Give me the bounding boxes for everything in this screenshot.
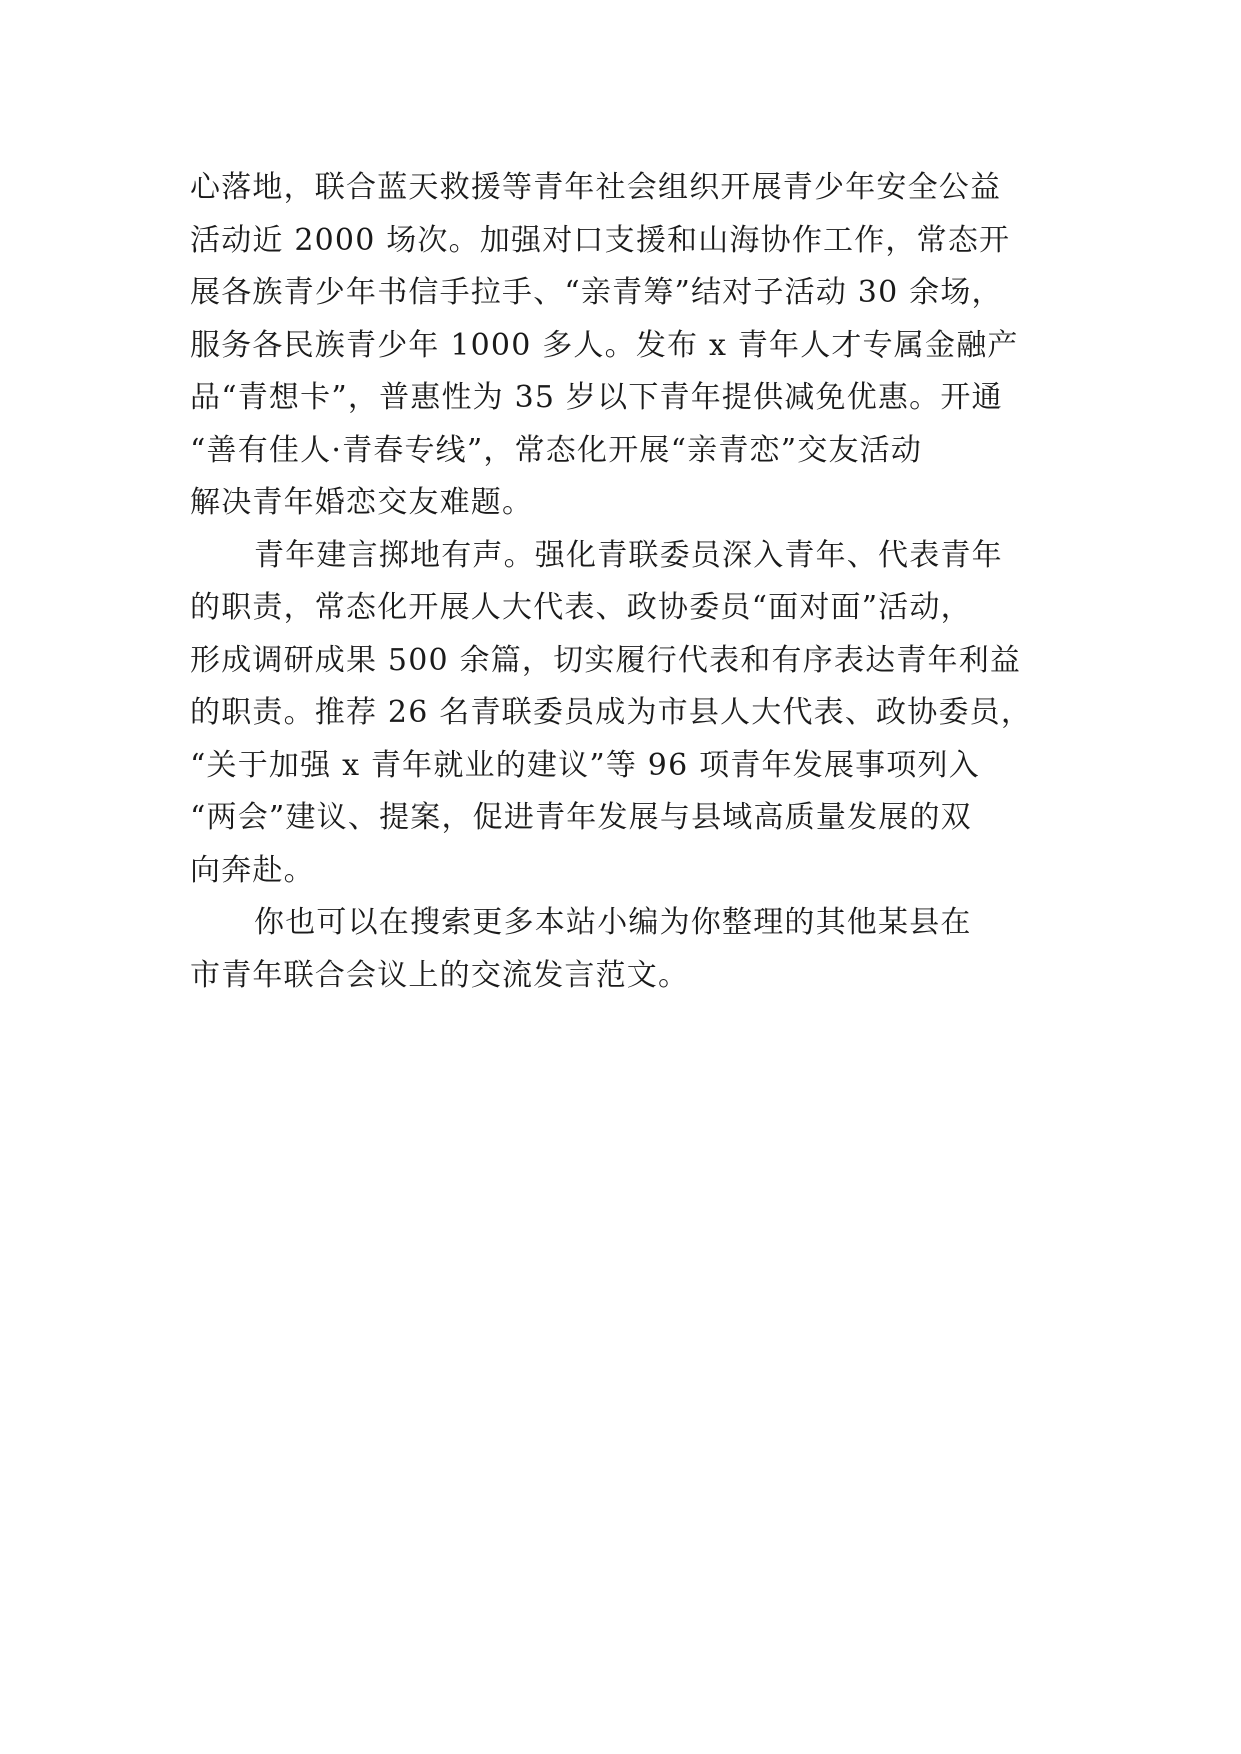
text-line: 服务各民族青少年 1000 多人。发布 x 青年人才专属金融产 xyxy=(190,327,1019,363)
text-line: 品“青想卡”，普惠性为 35 岁以下青年提供减免优惠。开通 xyxy=(190,380,1003,415)
text-line: “关于加强 x 青年就业的建议”等 96 项青年发展事项列入 xyxy=(190,747,980,783)
text-line: 市青年联合会议上的交流发言范文。 xyxy=(190,957,690,993)
text-line: 展各族青少年书信手拉手、“亲青筹”结对子活动 30 余场， xyxy=(190,275,1003,310)
text-line: 形成调研成果 500 余篇，切实履行代表和有序表达青年利益 xyxy=(190,642,1022,678)
text-line: 解决青年婚恋交友难题。 xyxy=(190,485,534,520)
paragraph-2 xyxy=(190,530,1090,898)
text-line: 的职责，常态化开展人大代表、政协委员“面对面”活动， xyxy=(190,590,972,625)
document-body xyxy=(190,162,1090,1002)
paragraph-1 xyxy=(190,162,1090,530)
text-line: 活动近 2000 场次。加强对口支援和山海协作工作，常态开 xyxy=(190,222,1011,258)
paragraph-3 xyxy=(190,897,1090,1002)
text-line: 的职责。推荐 26 名青联委员成为市县人大代表、政协委员， xyxy=(190,695,1033,730)
text-line: 你也可以在搜索更多本站小编为你整理的其他某县在 xyxy=(254,905,972,940)
text-line: 向奔赴。 xyxy=(190,852,315,888)
text-line: “善有佳人·青春专线”，常态化开展“亲青恋”交友活动 xyxy=(190,432,923,468)
text-line: “两会”建议、提案，促进青年发展与县域高质量发展的双 xyxy=(190,800,972,835)
text-line: 青年建言掷地有声。强化青联委员深入青年、代表青年 xyxy=(254,537,1003,573)
text-line: 心落地，联合蓝天救援等青年社会组织开展青少年安全公益 xyxy=(190,170,1002,205)
